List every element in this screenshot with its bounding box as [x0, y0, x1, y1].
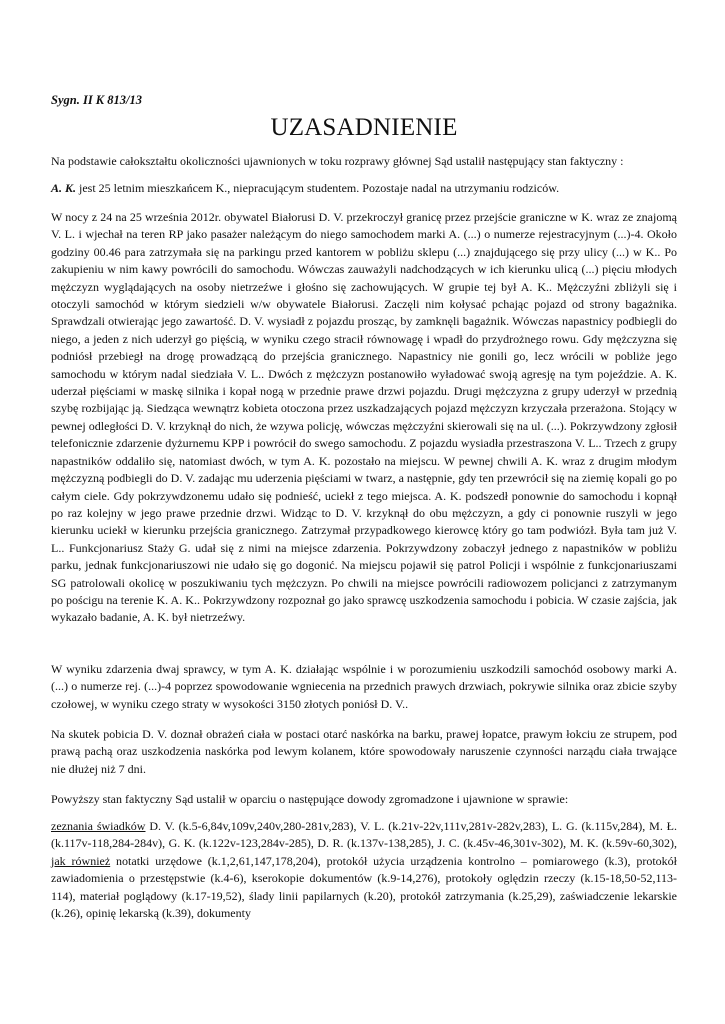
injuries-paragraph: Na skutek pobicia D. V. doznał obrażeń ciała w postaci otarć naskórka na barku, prawej łopatce, prawym łokciu ze strupem, pod prawą pachą oraz uszkodzenia naskórka pod lewym kolanem, które spowodowały naruszenie czynności narządu ciała trwające nie dłużej niż 7 dni.	[51, 727, 677, 776]
facts-paragraph: W nocy z 24 na 25 września 2012r. obywatel Białorusi D. V. przekroczył granicę przez przejście graniczne w K. wraz ze znajomą V. L. i wjechał na teren RP jako pasażer należącym do niego samochodem marki A. (...) o numerze rejestracyjnym (...)-4. Około godziny 00.46 para zatrzymała się na parkingu przed kantorem w pobliżu sklepu (...) znajdującego się przy ulicy (...) w K.. Po zakupieniu w nim kawy powrócili do samochodu. Wówczas zauważyli nadchodzących w ich kierunku ulicą (...) pięciu młodych mężczyzn wyglądających na osoby nietrzeźwe i głośno się zachowujących. W grupie tej był A. K.. Mężczyźni zbliżyli się i otoczyli samochód w którym siedzieli w/w obywatele Białorusi. Zaczęli nim kołysać pchając pojazd od strony bagażnika. Sprawdzali otwierając jego zawartość. D. V. wysiadł z pojazdu prosząc, by zamknęli bagażnik. Wówczas napastnicy podbiegli do niego, a jeden z nich uderzył go pięścią, w wyniku czego stracił równowagę i wpadł do przydrożnego rowu. Gdy mężczyzna się podniósł przebiegł na drogę prowadzącą do przejścia granicznego. Napastnicy nie gonili go, lecz wrócili w pobliże jego samochodu w którym nadal siedziała V. L.. Dwóch z mężczyzn postanowiło wyładować swoją agresję na tym pojeździe. A. K. uderzał pięściami w maskę silnika i kopał nogą w przednie prawe drzwi pojazdu. Drugi mężczyzna z grupy uderzył w przednią szybę rozbijając ją. Siedząca wewnątrz kobieta otoczona przez uszkadzających pojazd mężczyzn krzyczała przerażona. Stojący w pewnej odległości D. V. krzyknął do nich, że wzywa policję, wówczas mężczyźni skierowali się na ul. (...). Pokrzywdzony zgłosił telefonicznie zdarzenie dyżurnemu KPP i powrócił do swego samochodu. Z pojazdu wysiadła przestraszona V. L.. Trzech z grupy napastników oddaliło się, natomiast dwóch, w tym A. K. pozostało na miejscu. W pewnej chwili A. K. wraz z drugim młodym mężczyzną podbiegli do D. V. zadając mu uderzenia pięściami w twarz, a następnie, gdy ten przewrócił się na ziemię kopali go po całym ciele. Gdy pokrzywdzonemu udało się podnieść, uciekł z tego miejsca. A. K. podszedł ponownie do samochodu i kopnął po raz kolejny w jego prawe przednie drzwi. Widząc to D. V. krzyknął do obu mężczyzn, a gdy ci ponownie ruszyli w jego kierunku uciekł w kierunku przejścia granicznego. Zatrzymał przypadkowego kierowcę który go tam podwiózł. Była tam już V. L.. Funkcjonariusz Staży G. udał się z nimi na miejsce zdarzenia. Pokrzywdzony zobaczył jednego z napastników w pobliżu parku, jednak funkcjonariuszowi nie udało się go dogonić. Na miejscu pojawił się patrol Policji i wspólnie z funkcjonariuszami SG patrolowali okolicę w poszukiwaniu tych mężczyzn. Po chwili na miejsce powrócili radiowozem policjanci z zatrzymanym po pościgu na terenie K. A. K.. Pokrzywdzony rozpoznał go jako sprawcę uszkodzenia samochodu i pobicia. W czasie zajścia, jak wykazało badanie, A. K. był nietrzeźwy.	[51, 210, 677, 625]
intro-paragraph: Na podstawie całokształtu okoliczności ujawnionych w toku rozprawy głównej Sąd ustalił następujący stan faktyczny :	[51, 154, 624, 168]
witness-testimony-list: D. V. (k.5-6,84v,109v,240v,280-281v,283), V. L. (k.21v-22v,111v,281v-282v,283), L. G. (k.115v,284), M. Ł. (k.117v-118,284-284v), G. K. (k.122v-123,284v-285), D. R. (k.137v-138,285), J. C. (k.45v-46,301v-302), M. K. (k.59v-60,302),	[51, 819, 677, 851]
also-label: jak również	[51, 853, 111, 868]
evidence-list-paragraph	[51, 818, 677, 922]
damage-paragraph: W wyniku zdarzenia dwaj sprawcy, w tym A. K. działając wspólnie i w porozumieniu uszkodzili samochód osobowy marki A. (...) o numerze rej. (...)-4 poprzez spowodowanie wgniecenia na przednich prawych drzwiach, pokrywie silnika oraz zbicie szyby czołowej, w wyniku czego straty w wysokości 3150 złotych poniósł D. V..	[51, 662, 677, 711]
witness-testimony-label: zeznania świadków	[51, 819, 146, 833]
case-signature: Sygn. II K 813/13	[51, 93, 142, 107]
documents-list: notatki urzędowe (k.1,2,61,147,178,204), protokół użycia urządzenia kontrolno – pomiarowego (k.3), protokół zawiadomienia o przestępstwie (k.4-6), kserokopie dokumentów (k.9-14,276), protokoły oględzin rzeczy (k.15-18,50-52,113-114), materiał poglądowy (k.17-19,52), ślady linii papilarnych (k.20), protokół zatrzymania (k.25,29), zaświadczenie lekarskie (k.26), opinię lekarską (k.39), dokumenty	[51, 853, 677, 921]
defendant-description: jest 25 letnim mieszkańcem K., niepracującym studentem. Pozostaje nadal na utrzymaniu rodziców.	[76, 181, 560, 195]
defendant-name: A. K.	[51, 181, 77, 195]
document-title: UZASADNIENIE	[270, 114, 458, 141]
defendant-paragraph	[51, 180, 677, 197]
evidence-intro-paragraph: Powyższy stan faktyczny Sąd ustalił w oparciu o następujące dowody zgromadzone i ujawnione w sprawie:	[51, 792, 569, 806]
